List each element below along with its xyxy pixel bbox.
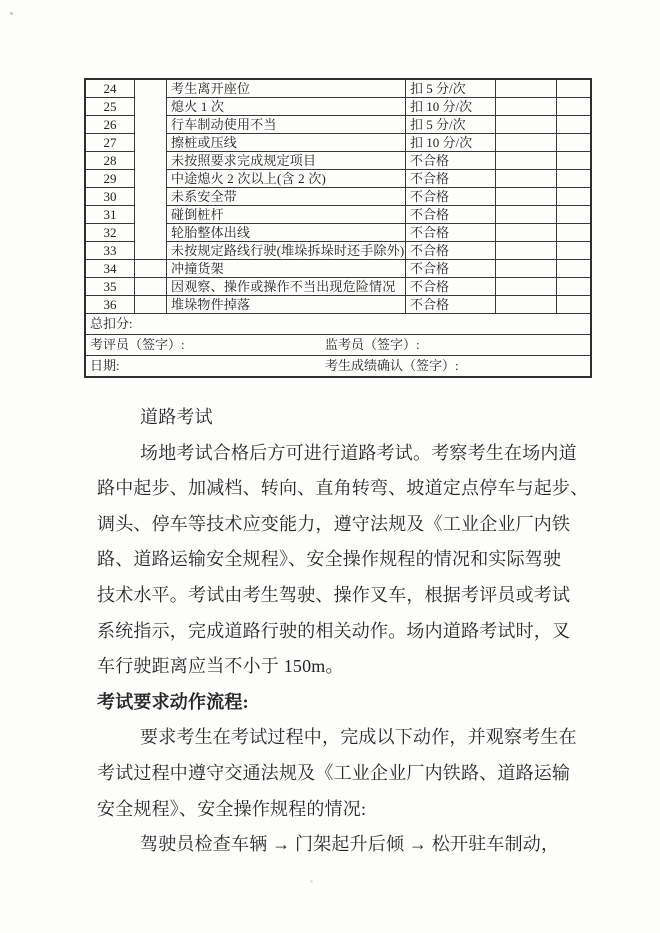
empty-cell (557, 260, 592, 278)
text-line: 调头、停车等技术应变能力，遵守法规及《工业企业厂内铁 (97, 513, 571, 534)
deduction-cell: 扣 5 分/次 (406, 116, 496, 134)
score-table-body (85, 79, 591, 314)
row-number-cell: 32 (85, 224, 135, 242)
category-cell (135, 260, 167, 278)
deduction-cell: 不合格 (406, 296, 496, 314)
item-description-cell: 擦桩或压线 (167, 134, 406, 152)
empty-cell (557, 134, 592, 152)
row-number-cell: 35 (85, 278, 135, 296)
item-description-cell: 考生离开座位 (167, 79, 406, 98)
empty-cell (557, 242, 592, 260)
empty-cell (496, 278, 557, 296)
item-description-cell: 未按规定路线行驶(堆垛拆垛时还手除外) (167, 242, 406, 260)
empty-cell (557, 98, 592, 116)
text-line: 场地考试合格后方可进行道路考试。考察考生在场内道 (140, 442, 577, 463)
row-number-cell: 27 (85, 134, 135, 152)
category-cell (135, 79, 167, 260)
text-line: 安全规程》、安全操作规程的情况: (97, 798, 367, 819)
deduction-cell: 不合格 (406, 278, 496, 296)
text-line: 车行驶距离应当不小于 150m。 (97, 656, 344, 677)
subsection-heading: 考试要求动作流程: (97, 691, 249, 712)
item-description-cell: 轮胎整体出线 (167, 224, 406, 242)
row-number-cell: 29 (85, 170, 135, 188)
row-number-cell: 26 (85, 116, 135, 134)
item-description-cell: 未系安全带 (167, 188, 406, 206)
empty-cell (557, 224, 592, 242)
item-description-cell: 行车制动使用不当 (167, 116, 406, 134)
score-table (84, 78, 592, 378)
row-number-cell: 25 (85, 98, 135, 116)
row-number-cell: 30 (85, 188, 135, 206)
table-row (85, 296, 591, 314)
total-deduction-label: 总扣分: (85, 314, 591, 335)
row-number-cell: 33 (85, 242, 135, 260)
empty-cell (557, 296, 592, 314)
scan-speck (10, 12, 13, 15)
row-number-cell: 34 (85, 260, 135, 278)
empty-cell (496, 296, 557, 314)
item-description-cell: 未按照要求完成规定项目 (167, 152, 406, 170)
empty-cell (557, 278, 592, 296)
table-row (85, 260, 591, 278)
empty-cell (496, 79, 557, 98)
deduction-cell: 不合格 (406, 242, 496, 260)
deduction-cell: 扣 10 分/次 (406, 98, 496, 116)
deduction-cell: 不合格 (406, 224, 496, 242)
item-description-cell: 冲撞货架 (167, 260, 406, 278)
table-row (85, 79, 591, 98)
table-row (85, 278, 591, 296)
row-number-cell: 28 (85, 152, 135, 170)
deduction-cell: 不合格 (406, 152, 496, 170)
empty-cell (496, 260, 557, 278)
examiner-signature-label: 考评员（签字）: (90, 337, 185, 352)
date-label: 日期: (90, 358, 120, 373)
item-description-cell: 堆垛物件掉落 (167, 296, 406, 314)
empty-cell (496, 116, 557, 134)
deduction-cell: 扣 10 分/次 (406, 134, 496, 152)
empty-cell (557, 170, 592, 188)
deduction-cell: 不合格 (406, 188, 496, 206)
document-body (97, 400, 589, 863)
empty-cell (496, 170, 557, 188)
deduction-cell: 不合格 (406, 170, 496, 188)
empty-cell (496, 134, 557, 152)
category-cell (135, 296, 167, 314)
text-line: 考试过程中遵守交通法规及《工业企业厂内铁路、道路运输 (97, 762, 571, 783)
total-deduction-row (85, 314, 591, 335)
signature-row (85, 335, 591, 356)
scan-speck (310, 880, 313, 883)
action-flow-line: 驾驶员检查车辆 → 门架起升后倾 → 松开驻车制动， (140, 834, 560, 855)
row-number-cell: 24 (85, 79, 135, 98)
score-confirm-label: 考生成绩确认（签字）: (325, 358, 459, 373)
empty-cell (496, 98, 557, 116)
text-line: 技术水平。考试由考生驾驶、操作叉车，根据考评员或考试 (97, 584, 571, 605)
empty-cell (557, 152, 592, 170)
score-table-footer (85, 314, 591, 378)
empty-cell (557, 188, 592, 206)
row-number-cell: 36 (85, 296, 135, 314)
item-description-cell: 熄火 1 次 (167, 98, 406, 116)
deduction-cell: 不合格 (406, 260, 496, 278)
supervisor-signature-label: 监考员（签字）: (325, 337, 420, 352)
text-line: 要求考生在考试过程中，完成以下动作，并观察考生在 (140, 727, 577, 748)
empty-cell (557, 79, 592, 98)
text-line: 系统指示，完成道路行驶的相关动作。场内道路考试时，叉 (97, 620, 571, 641)
empty-cell (496, 188, 557, 206)
deduction-cell: 不合格 (406, 206, 496, 224)
item-description-cell: 中途熄火 2 次以上(含 2 次) (167, 170, 406, 188)
empty-cell (496, 206, 557, 224)
item-description-cell: 因观察、操作或操作不当出现危险情况 (167, 278, 406, 296)
date-row (85, 356, 591, 378)
deduction-cell: 扣 5 分/次 (406, 79, 496, 98)
category-cell (135, 278, 167, 296)
empty-cell (496, 224, 557, 242)
text-line: 路、道路运输安全规程》、安全操作规程的情况和实际驾驶 (97, 549, 562, 570)
text-line: 路中起步、加减档、转向、直角转弯、坡道定点停车与起步、 (97, 478, 589, 499)
empty-cell (496, 152, 557, 170)
empty-cell (557, 206, 592, 224)
section-title: 道路考试 (140, 407, 213, 427)
row-number-cell: 31 (85, 206, 135, 224)
empty-cell (496, 242, 557, 260)
item-description-cell: 碰倒桩杆 (167, 206, 406, 224)
empty-cell (557, 116, 592, 134)
